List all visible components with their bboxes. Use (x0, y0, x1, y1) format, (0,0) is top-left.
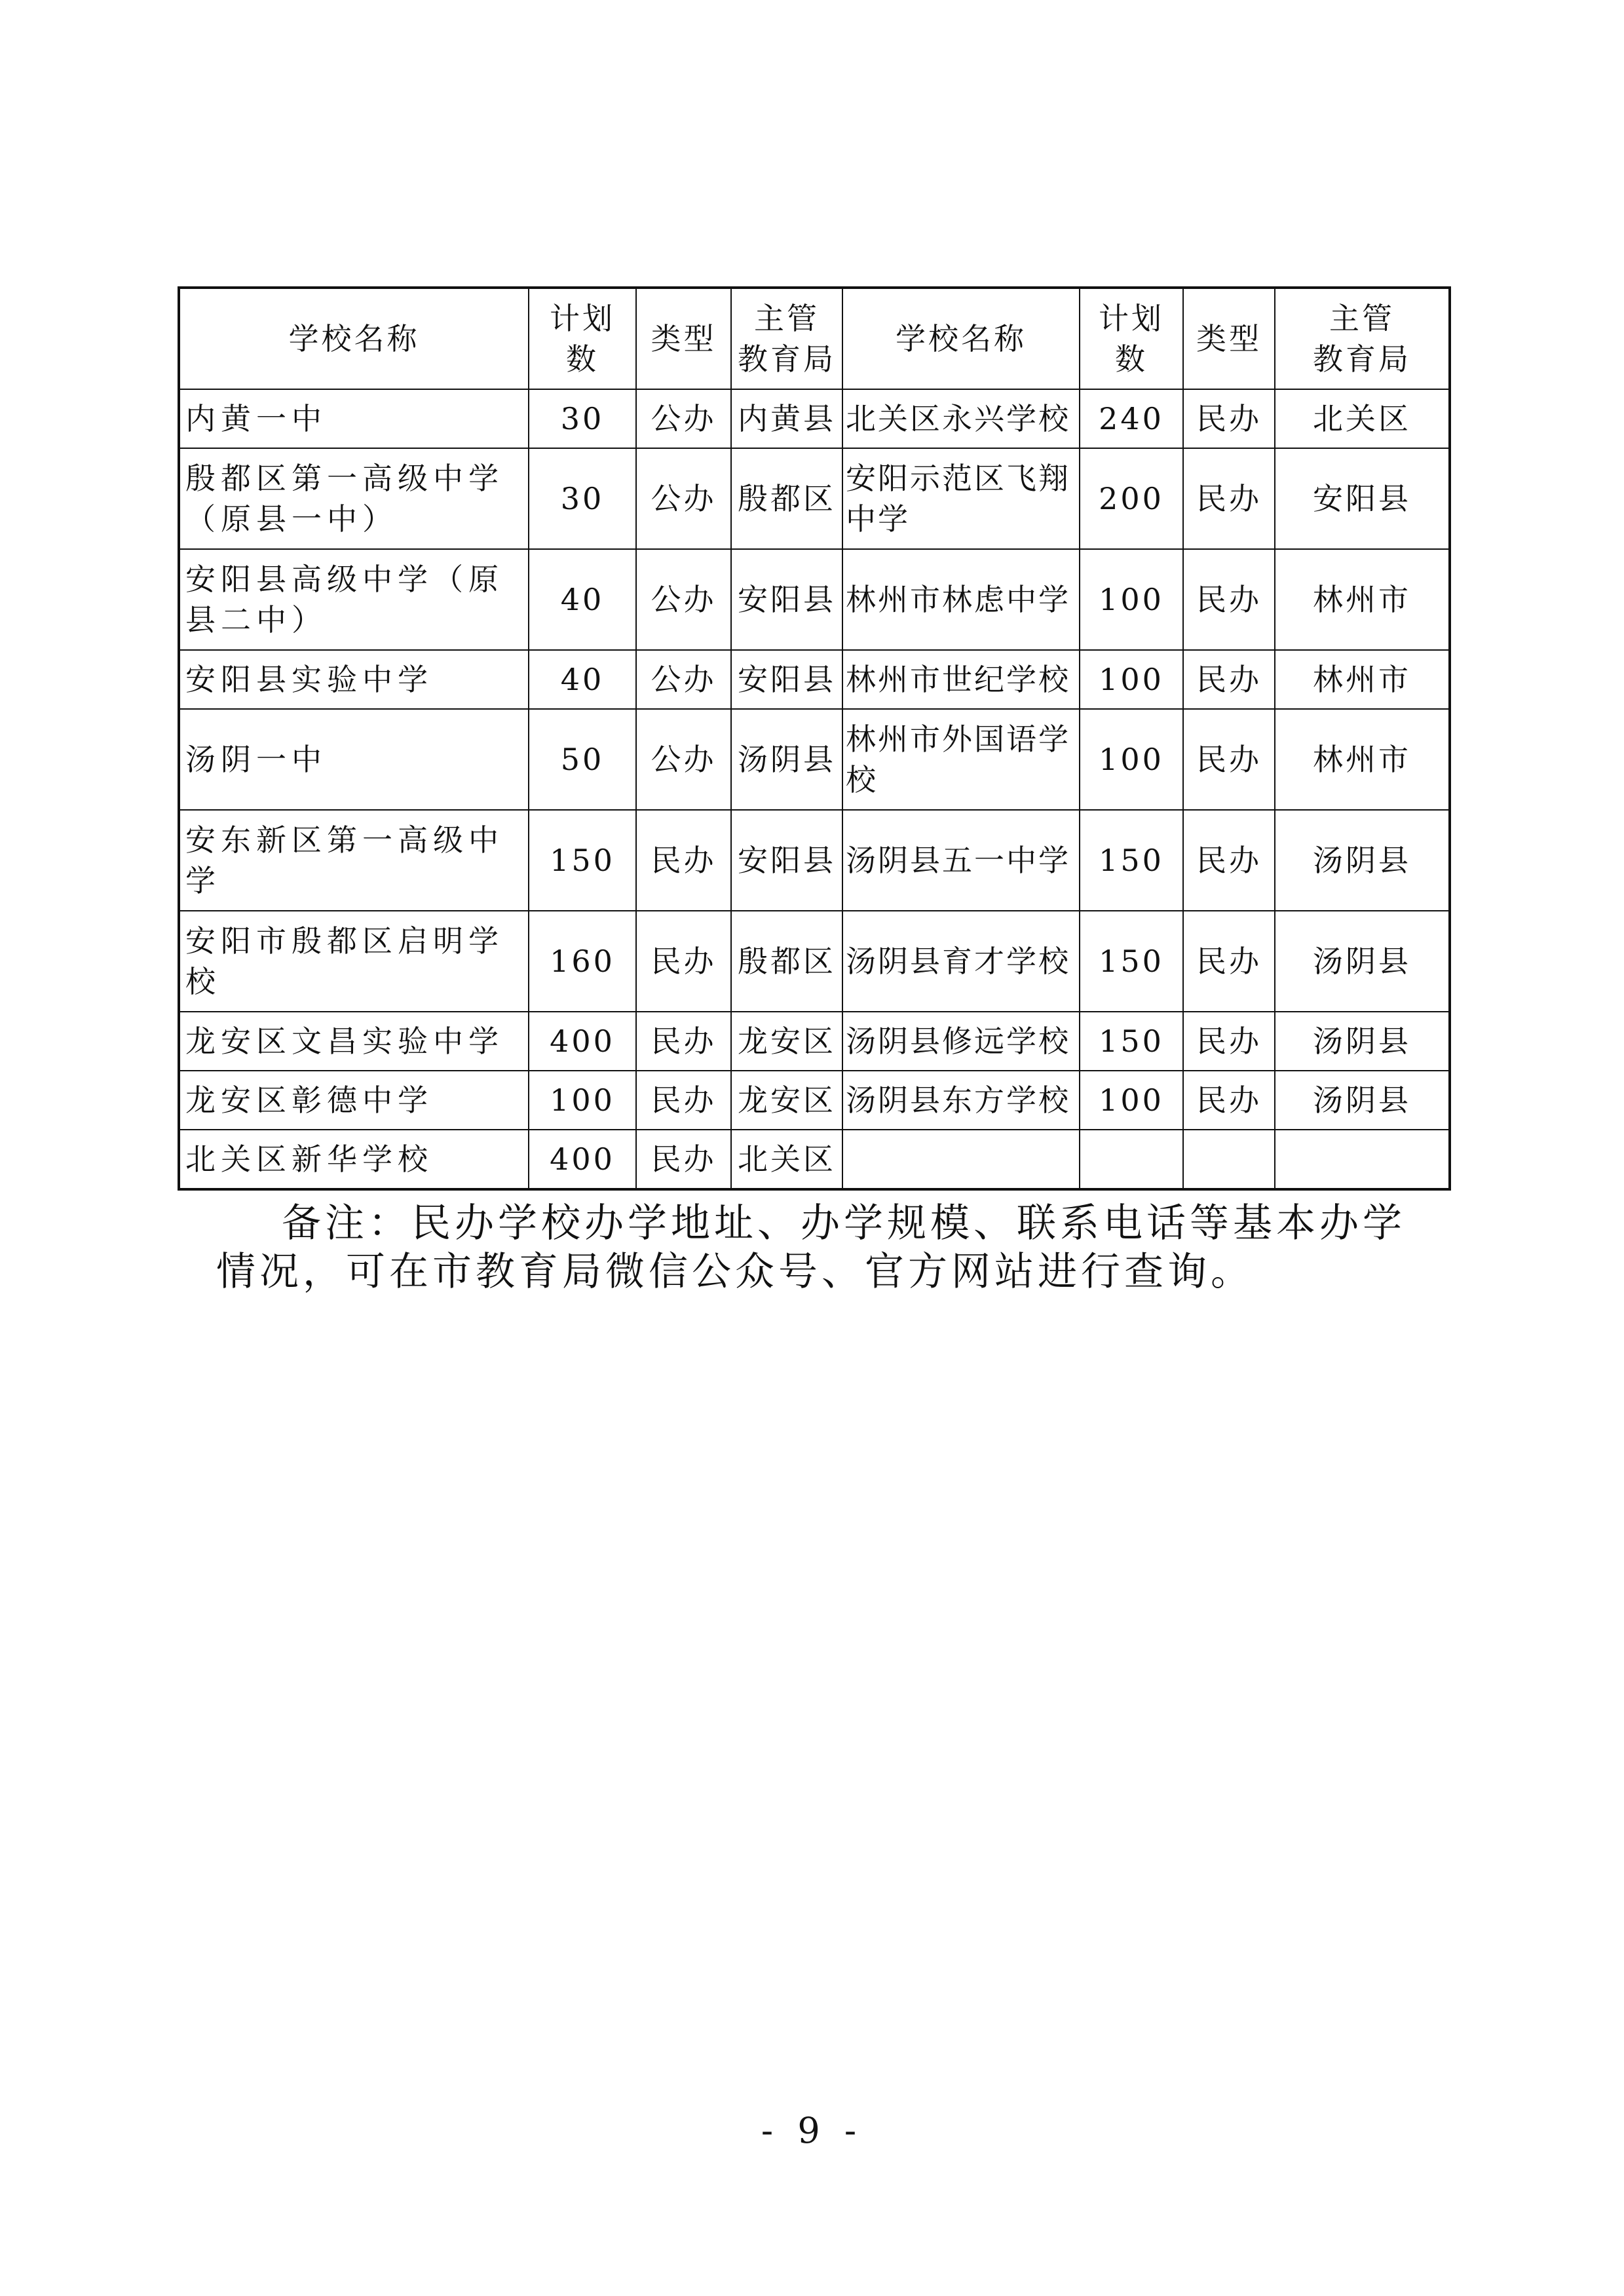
right-school-name (842, 1130, 1080, 1189)
left-authority: 内黄县 (731, 389, 842, 448)
table-row (179, 650, 1450, 709)
left-school-name: 龙安区文昌实验中学 (179, 1012, 529, 1071)
header-school-name: 学校名称 (179, 288, 529, 389)
right-authority: 林州市 (1275, 549, 1450, 650)
left-plan-count: 40 (529, 549, 636, 650)
right-school-name: 安阳示范区飞翔中学 (842, 448, 1080, 549)
table-row (179, 1012, 1450, 1071)
header-row (179, 288, 1450, 389)
right-school-name: 汤阴县育才学校 (842, 911, 1080, 1012)
right-authority: 林州市 (1275, 709, 1450, 810)
left-school-type: 民办 (636, 1071, 731, 1130)
left-plan-count: 50 (529, 709, 636, 810)
header-plan-count-right: 计划数 (1080, 288, 1183, 389)
left-school-type: 民办 (636, 810, 731, 911)
right-school-name: 北关区永兴学校 (842, 389, 1080, 448)
left-school-name: 内黄一中 (179, 389, 529, 448)
table-row (179, 709, 1450, 810)
right-authority: 安阳县 (1275, 448, 1450, 549)
right-authority: 汤阴县 (1275, 810, 1450, 911)
right-school-type: 民办 (1183, 709, 1275, 810)
left-school-name: 安阳县实验中学 (179, 650, 529, 709)
left-plan-count: 100 (529, 1071, 636, 1130)
header-school-name-right: 学校名称 (842, 288, 1080, 389)
right-school-type: 民办 (1183, 389, 1275, 448)
right-school-name: 汤阴县修远学校 (842, 1012, 1080, 1071)
right-plan-count (1080, 1130, 1183, 1189)
right-plan-count: 100 (1080, 650, 1183, 709)
right-authority: 汤阴县 (1275, 1071, 1450, 1130)
right-school-type (1183, 1130, 1275, 1189)
right-school-name: 汤阴县五一中学 (842, 810, 1080, 911)
left-school-name: 安东新区第一高级中学 (179, 810, 529, 911)
left-authority: 安阳县 (731, 549, 842, 650)
table-row (179, 810, 1450, 911)
right-authority: 汤阴县 (1275, 1012, 1450, 1071)
left-authority: 北关区 (731, 1130, 842, 1189)
right-school-type: 民办 (1183, 1071, 1275, 1130)
table-row (179, 448, 1450, 549)
left-authority: 龙安区 (731, 1071, 842, 1130)
header-type: 类型 (636, 288, 731, 389)
enrollment-plan-table (178, 286, 1451, 1191)
left-school-type: 民办 (636, 1130, 731, 1189)
header-authority-right (1275, 288, 1450, 389)
right-school-type: 民办 (1183, 810, 1275, 911)
header-type-right: 类型 (1183, 288, 1275, 389)
right-plan-count: 100 (1080, 549, 1183, 650)
right-plan-count: 200 (1080, 448, 1183, 549)
left-plan-count: 150 (529, 810, 636, 911)
right-authority: 林州市 (1275, 650, 1450, 709)
right-school-name: 林州市外国语学校 (842, 709, 1080, 810)
right-plan-count: 100 (1080, 709, 1183, 810)
left-school-name: 殷都区第一高级中学（原县一中） (179, 448, 529, 549)
table-row (179, 549, 1450, 650)
header-authority (731, 288, 842, 389)
header-authority-line2-right: 教育局 (1313, 341, 1411, 377)
table-header (179, 288, 1450, 389)
left-plan-count: 400 (529, 1012, 636, 1071)
left-plan-count: 30 (529, 448, 636, 549)
left-authority: 龙安区 (731, 1012, 842, 1071)
right-authority: 北关区 (1275, 389, 1450, 448)
page-number: - 9 - (761, 2110, 863, 2151)
table-body (179, 389, 1450, 1189)
left-school-name: 龙安区彰德中学 (179, 1071, 529, 1130)
left-plan-count: 30 (529, 389, 636, 448)
left-authority: 安阳县 (731, 810, 842, 911)
header-authority-line2: 教育局 (738, 341, 836, 377)
table-row (179, 1071, 1450, 1130)
right-plan-count: 150 (1080, 911, 1183, 1012)
left-school-name: 汤阴一中 (179, 709, 529, 810)
left-school-type: 民办 (636, 911, 731, 1012)
right-authority: 汤阴县 (1275, 911, 1450, 1012)
left-plan-count: 160 (529, 911, 636, 1012)
header-authority-line1: 主管 (754, 301, 820, 336)
left-school-name: 安阳县高级中学（原县二中） (179, 549, 529, 650)
right-school-name: 汤阴县东方学校 (842, 1071, 1080, 1130)
left-school-type: 民办 (636, 1012, 731, 1071)
left-school-name: 北关区新华学校 (179, 1130, 529, 1189)
table-row (179, 911, 1450, 1012)
left-authority: 安阳县 (731, 650, 842, 709)
left-plan-count: 400 (529, 1130, 636, 1189)
right-plan-count: 240 (1080, 389, 1183, 448)
right-plan-count: 150 (1080, 1012, 1183, 1071)
header-plan-count: 计划数 (529, 288, 636, 389)
left-school-type: 公办 (636, 549, 731, 650)
table-row (179, 1130, 1450, 1189)
right-school-type: 民办 (1183, 1012, 1275, 1071)
header-authority-line1-right: 主管 (1329, 301, 1395, 336)
right-plan-count: 100 (1080, 1071, 1183, 1130)
left-school-type: 公办 (636, 448, 731, 549)
left-authority: 汤阴县 (731, 709, 842, 810)
left-school-name: 安阳市殷都区启明学校 (179, 911, 529, 1012)
right-school-name: 林州市世纪学校 (842, 650, 1080, 709)
right-school-type: 民办 (1183, 448, 1275, 549)
left-school-type: 公办 (636, 650, 731, 709)
left-school-type: 公办 (636, 389, 731, 448)
right-school-type: 民办 (1183, 549, 1275, 650)
table-note: 备注：民办学校办学地址、办学规模、联系电话等基本办学情况，可在市教育局微信公众号、官方网站进行查询。 (216, 1200, 1406, 1295)
right-school-type: 民办 (1183, 911, 1275, 1012)
table-row (179, 389, 1450, 448)
left-plan-count: 40 (529, 650, 636, 709)
right-school-type: 民办 (1183, 650, 1275, 709)
left-school-type: 公办 (636, 709, 731, 810)
left-authority: 殷都区 (731, 448, 842, 549)
right-school-name: 林州市林虑中学 (842, 549, 1080, 650)
right-plan-count: 150 (1080, 810, 1183, 911)
left-authority: 殷都区 (731, 911, 842, 1012)
right-authority (1275, 1130, 1450, 1189)
